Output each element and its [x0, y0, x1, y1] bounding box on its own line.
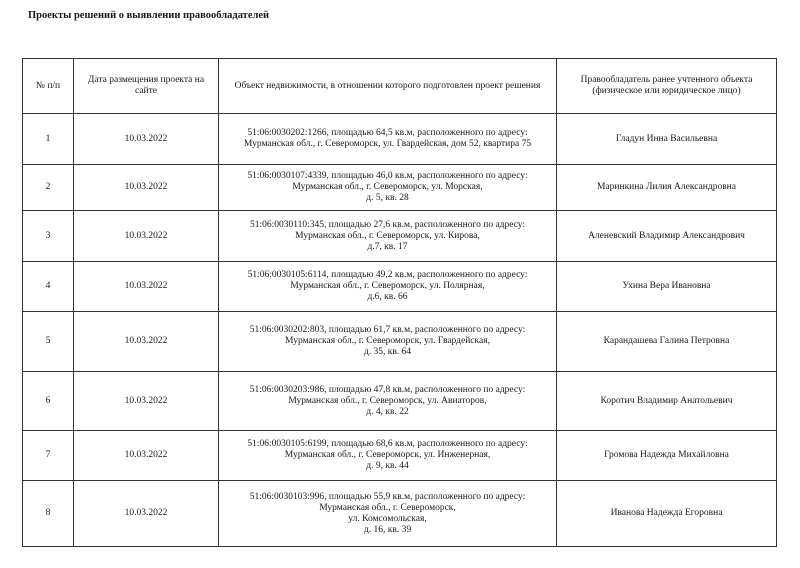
page-title: Проекты решений о выявлении правообладателей	[28, 10, 270, 21]
cell-date: 10.03.2022	[74, 481, 219, 547]
cell-owner: Карандашева Галина Петровна	[557, 312, 777, 372]
cell-date: 10.03.2022	[74, 372, 219, 431]
cell-date: 10.03.2022	[74, 165, 219, 211]
cell-object: 51:06:0030202:803, площадью 61,7 кв.м, расположенного по адресу: Мурманская обл., г. Североморск, ул. Гвардейская, д. 35, кв. 64	[219, 312, 557, 372]
cell-object: 51:06:0030105:6114, площадью 49,2 кв.м, расположенного по адресу: Мурманская обл., г. Североморск, ул. Полярная, д.6, кв. 66	[219, 262, 557, 312]
cell-num: 4	[23, 262, 74, 312]
cell-num: 7	[23, 431, 74, 481]
cell-object: 51:06:0030107:4339, площадью 46,0 кв.м, расположенного по адресу: Мурманская обл., г. Североморск, ул. Морская, д. 5, кв. 28	[219, 165, 557, 211]
header-object: Объект недвижимости, в отношении которого подготовлен проект решения	[219, 59, 557, 114]
table-row	[23, 431, 777, 481]
cell-object: 51:06:0030103:996, площадью 55,9 кв.м, расположенного по адресу: Мурманская обл., г. Североморск, ул. Комсомольская, д. 16, кв. 39	[219, 481, 557, 547]
cell-owner: Гладун Инна Васильевна	[557, 114, 777, 165]
cell-num: 1	[23, 114, 74, 165]
header-owner: Правообладатель ранее учтенного объекта (физическое или юридическое лицо)	[557, 59, 777, 114]
cell-num: 5	[23, 312, 74, 372]
table-row	[23, 262, 777, 312]
cell-num: 2	[23, 165, 74, 211]
cell-num: 8	[23, 481, 74, 547]
table-row	[23, 312, 777, 372]
cell-date: 10.03.2022	[74, 431, 219, 481]
cell-date: 10.03.2022	[74, 114, 219, 165]
table-row	[23, 372, 777, 431]
table-header-row	[23, 59, 777, 114]
cell-num: 6	[23, 372, 74, 431]
header-num: № п/п	[23, 59, 74, 114]
cell-object: 51:06:0030110:345, площадью 27,6 кв.м, расположенного по адресу: Мурманская обл., г. Североморск, ул. Кирова, д.7, кв. 17	[219, 211, 557, 262]
cell-num: 3	[23, 211, 74, 262]
cell-owner: Ухина Вера Ивановна	[557, 262, 777, 312]
header-date: Дата размещения проекта на сайте	[74, 59, 219, 114]
cell-object: 51:06:0030202:1266, площадью 64,5 кв.м, расположенного по адресу: Мурманская обл., г. Североморск, ул. Гвардейская, дом 52, квартира 75	[219, 114, 557, 165]
cell-date: 10.03.2022	[74, 312, 219, 372]
cell-date: 10.03.2022	[74, 262, 219, 312]
table-row	[23, 165, 777, 211]
cell-date: 10.03.2022	[74, 211, 219, 262]
cell-owner: Аленевский Владимир Александрович	[557, 211, 777, 262]
table-row	[23, 481, 777, 547]
cell-owner: Громова Надежда Михайловна	[557, 431, 777, 481]
cell-owner: Иванова Надежда Егоровна	[557, 481, 777, 547]
cell-object: 51:06:0030105:6199, площадью 68,6 кв.м, расположенного по адресу: Мурманская обл., г. Североморск, ул. Инженерная, д. 9, кв. 44	[219, 431, 557, 481]
cell-owner: Маринкина Лилия Александровна	[557, 165, 777, 211]
table-row	[23, 211, 777, 262]
cell-object: 51:06:0030203:986, площадью 47,8 кв.м, расположенного по адресу: Мурманская обл., г. Североморск, ул. Авиаторов, д. 4, кв. 22	[219, 372, 557, 431]
owners-table	[22, 58, 777, 547]
table-row	[23, 114, 777, 165]
cell-owner: Коротич Владимир Анатольевич	[557, 372, 777, 431]
